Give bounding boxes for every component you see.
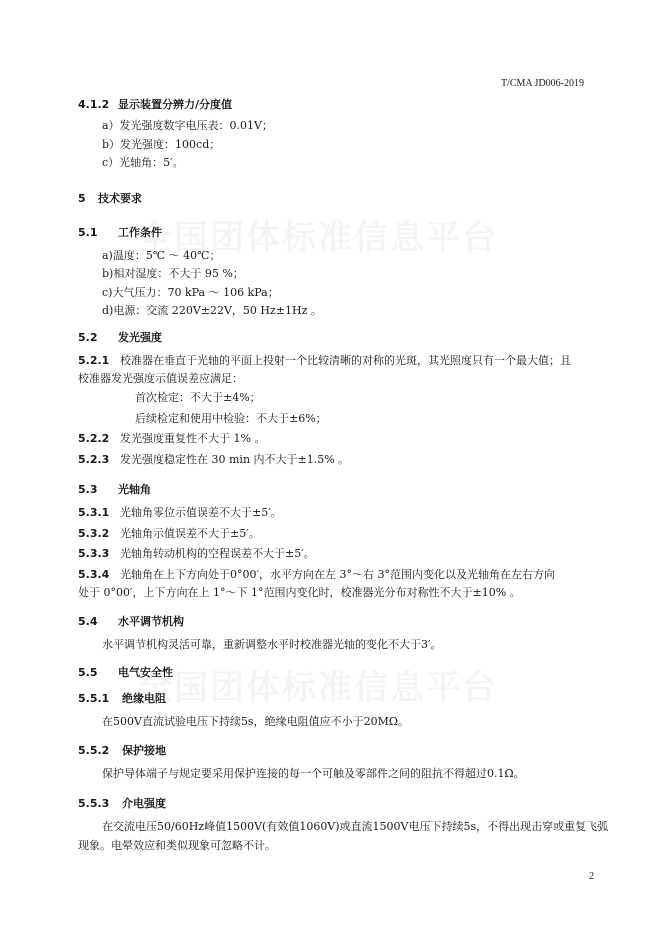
- section-number: 5.2: [78, 331, 98, 344]
- section-title: 显示装置分辨力/分度值: [118, 98, 233, 111]
- section-heading: [78, 96, 232, 112]
- section-title: 发光强度: [118, 331, 162, 344]
- clause-5-2-1: [78, 354, 571, 368]
- page-number: 2: [589, 871, 594, 882]
- standard-code: T/CMA JD006-2019: [500, 78, 584, 89]
- paragraph: 现象。电晕效应和类似现象可忽略不计。: [78, 839, 276, 852]
- section-number: 5.3: [78, 483, 98, 496]
- section-number: 5.5.3: [78, 797, 110, 810]
- section-title: 工作条件: [118, 226, 162, 239]
- section-title: 介电强度: [122, 797, 166, 810]
- paragraph: 在交流电压50/60Hz峰值1500V(有效值1060V)或直流1500V电压下持续5s，不得出现击穿或重复飞弧: [102, 820, 609, 833]
- section-title: 绝缘电阻: [122, 692, 166, 705]
- section-title: 技术要求: [98, 192, 142, 205]
- paragraph: 水平调节机构灵活可靠，重新调整水平时校准器光轴的变化不大于3′。: [102, 638, 442, 651]
- list-item: c）光轴角：5′。: [102, 156, 184, 169]
- section-heading: [78, 190, 142, 206]
- list-item: c)大气压力：70 kPa ～ 106 kPa；: [102, 286, 279, 299]
- list-item: b)相对湿度：不大于 95 %；: [102, 267, 244, 280]
- section-heading: [78, 690, 166, 706]
- clause-number: 5.3.4: [78, 568, 110, 581]
- list-item: a）发光强度数字电压表：0.01V；: [102, 119, 273, 132]
- section-number: 5.5.2: [78, 744, 110, 757]
- list-item: b）发光强度：100cd；: [102, 138, 221, 151]
- section-title: 电气安全性: [118, 666, 173, 679]
- clause-number: 5.3.3: [78, 547, 110, 560]
- clause-text: 光轴角在上下方向处于0°00′，水平方向在左 3°～右 3°范围内变化以及光轴角在左右方向: [120, 568, 555, 581]
- clause-number: 5.2.2: [78, 432, 110, 445]
- clause-text: 处于 0°00′，上下方向在上 1°～下 1°范围内变化时，校准器光分布对称性不大于±10% 。: [78, 586, 521, 599]
- section-title: 保护接地: [122, 744, 166, 757]
- clause-number: 5.3.2: [78, 527, 110, 540]
- clause-text: 光轴角转动机构的空程误差不大于±5′。: [120, 547, 315, 560]
- clause-number: 5.2.1: [78, 354, 110, 367]
- section-heading: [78, 613, 184, 629]
- clause-5-3-1: [78, 506, 282, 520]
- section-heading: [78, 742, 166, 758]
- clause-5-3-2: [78, 527, 260, 541]
- section-number: 5.4: [78, 615, 98, 628]
- watermark: [138, 660, 498, 709]
- clause-text: 发光强度重复性不大于 1% 。: [120, 432, 266, 445]
- section-title: 水平调节机构: [118, 615, 184, 628]
- paragraph: 在500V直流试验电压下持续5s，绝缘电阻值应不小于20MΩ。: [102, 715, 409, 728]
- section-heading: [78, 795, 166, 811]
- clause-text: 校准器在垂直于光轴的平面上投射一个比较清晰的对称的光斑，其光照度只有一个最大值；且: [120, 354, 571, 367]
- clause-number: 5.3.1: [78, 506, 110, 519]
- clause-5-2-3: [78, 453, 349, 467]
- clause-subitem: 后续检定和使用中检验：不大于±6%；: [135, 412, 327, 425]
- section-number: 5: [78, 192, 86, 205]
- clause-text: 发光强度稳定性在 30 min 内不大于±1.5% 。: [120, 453, 350, 466]
- section-heading: [78, 481, 151, 497]
- clause-5-3-4: [78, 568, 555, 582]
- paragraph: 保护导体端子与规定要采用保护连接的每一个可触及零部件之间的阻抗不得超过0.1Ω。: [102, 767, 525, 780]
- list-item: a)温度：5℃ ～ 40℃；: [102, 249, 221, 262]
- clause-text: 光轴角示值误差不大于±5′。: [120, 527, 260, 540]
- section-number: 5.5: [78, 666, 98, 679]
- section-heading: [78, 224, 162, 240]
- section-number: 5.5.1: [78, 692, 110, 705]
- section-number: 4.1.2: [78, 98, 110, 111]
- list-item: d)电源：交流 220V±22V，50 Hz±1Hz 。: [102, 304, 322, 317]
- clause-subitem: 首次检定：不大于±4%；: [135, 391, 261, 404]
- clause-5-2-2: [78, 432, 265, 446]
- section-title: 光轴角: [118, 483, 151, 496]
- clause-text: 校准器发光强度示值误差应满足：: [78, 372, 243, 385]
- section-heading: [78, 329, 162, 345]
- section-number: 5.1: [78, 226, 98, 239]
- clause-text: 光轴角零位示值误差不大于±5′。: [120, 506, 282, 519]
- clause-5-3-3: [78, 547, 315, 561]
- section-heading: [78, 664, 173, 680]
- clause-number: 5.2.3: [78, 453, 110, 466]
